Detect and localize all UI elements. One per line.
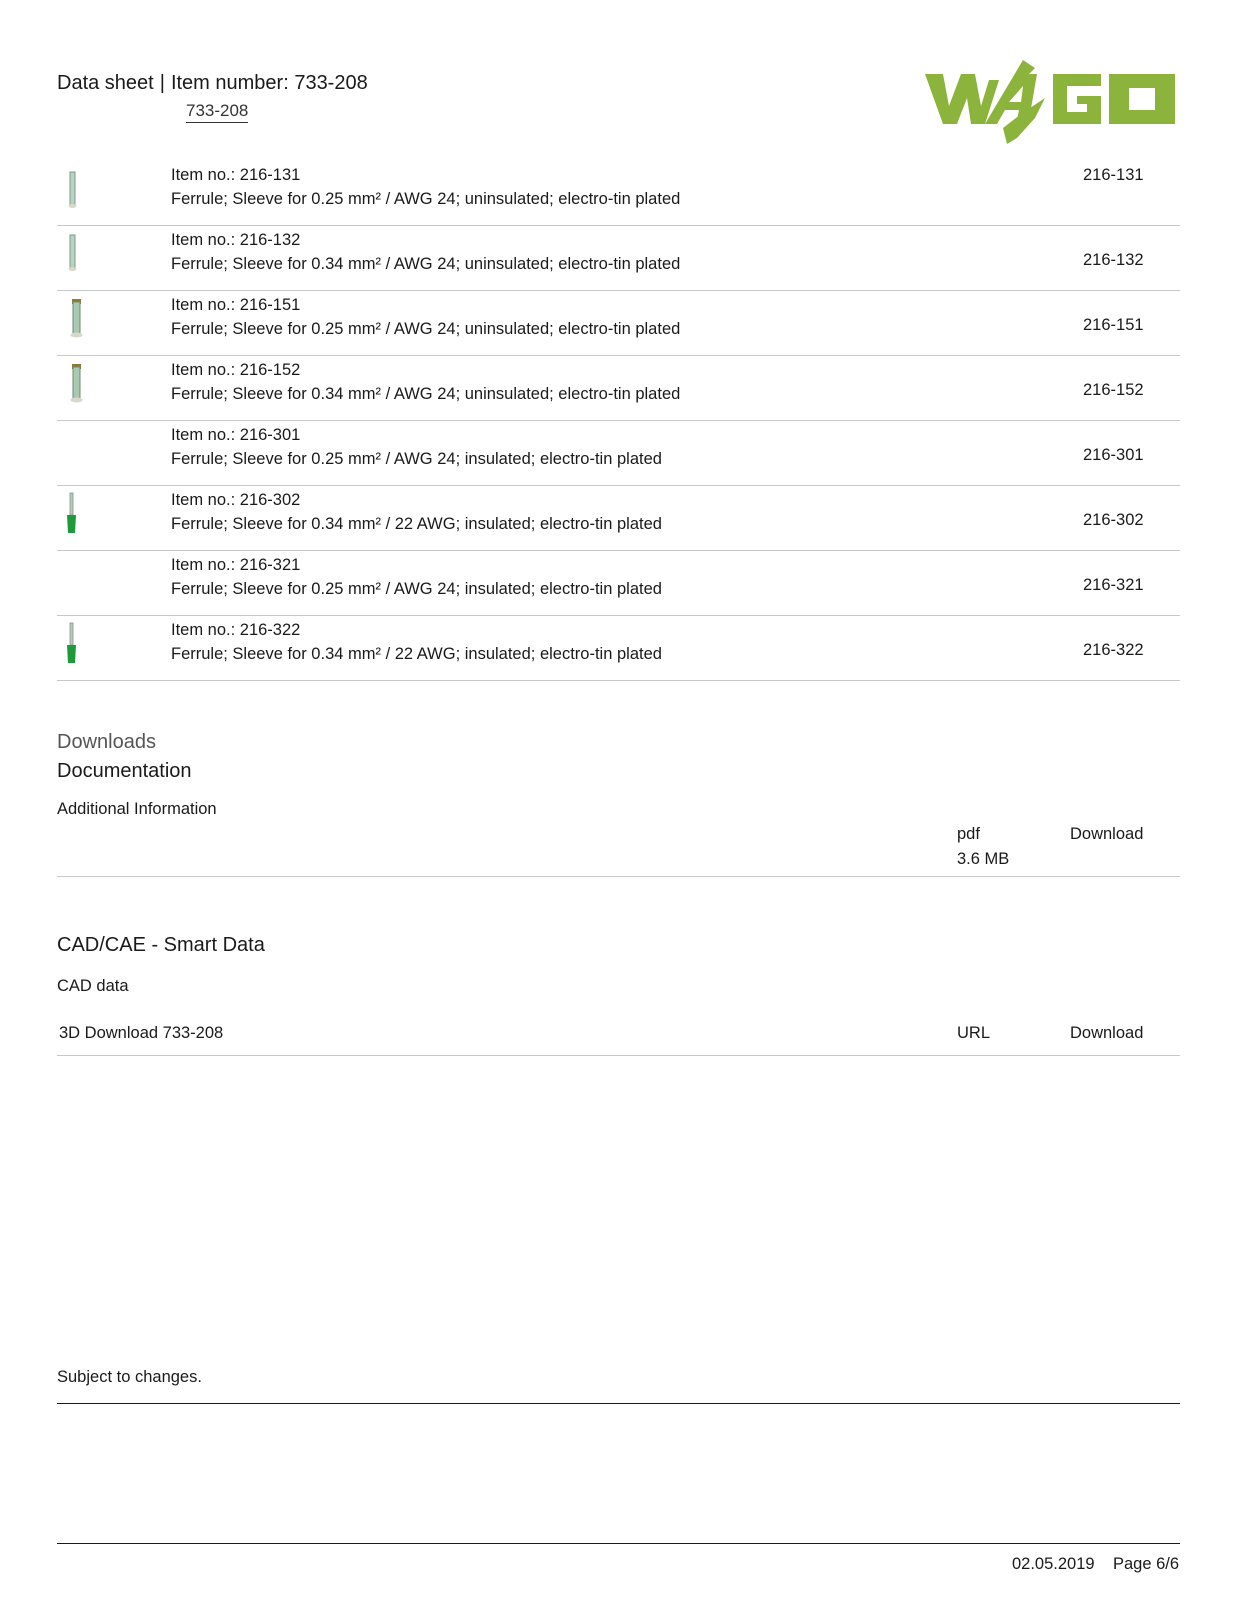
list-item — [57, 290, 1180, 356]
list-item — [57, 160, 1180, 226]
cad-file-type: URL — [957, 1024, 991, 1042]
item-code: 216-321 — [1083, 576, 1144, 594]
item-number: Item no.: 216-132 — [171, 231, 301, 249]
item-code: 216-151 — [1083, 316, 1144, 334]
item-number: Item no.: 216-152 — [171, 361, 301, 379]
item-description: Ferrule; Sleeve for 0.34 mm² / 22 AWG; insulated; electro-tin plated — [171, 515, 662, 533]
list-item — [57, 225, 1180, 291]
cad-file-name: 3D Download 733-208 — [59, 1024, 224, 1042]
item-code: 216-132 — [1083, 251, 1144, 269]
downloads-heading: Downloads — [57, 731, 156, 753]
item-number: Item no.: 216-131 — [171, 166, 301, 184]
divider — [57, 1403, 1180, 1404]
item-code: 216-301 — [1083, 446, 1144, 464]
item-code: 216-322 — [1083, 641, 1144, 659]
additional-info-heading: Additional Information — [57, 800, 217, 818]
list-item — [57, 615, 1180, 681]
item-number: Item no.: 216-321 — [171, 556, 301, 574]
cad-download-link[interactable]: Download — [1070, 1024, 1144, 1042]
footer-date: 02.05.2019 — [1012, 1555, 1095, 1573]
item-description: Ferrule; Sleeve for 0.25 mm² / AWG 24; uninsulated; electro-tin plated — [171, 320, 681, 338]
subject-to-changes: Subject to changes. — [57, 1368, 202, 1386]
ferrule-green-icon — [59, 621, 89, 665]
list-item — [57, 485, 1180, 551]
item-description: Ferrule; Sleeve for 0.25 mm² / AWG 24; insulated; electro-tin plated — [171, 580, 662, 598]
item-code: 216-131 — [1083, 166, 1144, 184]
file-type: pdf — [957, 825, 980, 843]
file-size: 3.6 MB — [957, 850, 1010, 868]
item-number: Item no.: 216-322 — [171, 621, 301, 639]
ferrule-thin-icon — [59, 166, 89, 210]
cad-data-heading: CAD data — [57, 977, 129, 995]
item-number: Item no.: 216-151 — [171, 296, 301, 314]
list-item — [57, 420, 1180, 486]
item-description: Ferrule; Sleeve for 0.34 mm² / AWG 24; uninsulated; electro-tin plated — [171, 385, 681, 403]
item-code: 216-152 — [1083, 381, 1144, 399]
file-row — [57, 822, 1180, 877]
ferrule-wide-icon — [59, 296, 89, 340]
item-description: Ferrule; Sleeve for 0.34 mm² / 22 AWG; insulated; electro-tin plated — [171, 645, 662, 663]
cad-heading: CAD/CAE - Smart Data — [57, 934, 265, 956]
item-description: Ferrule; Sleeve for 0.25 mm² / AWG 24; insulated; electro-tin plated — [171, 450, 662, 468]
item-description: Ferrule; Sleeve for 0.34 mm² / AWG 24; uninsulated; electro-tin plated — [171, 255, 681, 273]
title-left: Data sheet — [57, 72, 154, 94]
title-right: Item number: 733-208 — [170, 72, 368, 94]
divider — [57, 1543, 1180, 1544]
ferrule-thin-icon — [59, 231, 89, 275]
item-number: Item no.: 216-302 — [171, 491, 301, 509]
ferrule-wide-icon — [59, 361, 89, 405]
cad-row — [57, 1012, 1180, 1056]
ferrule-green-icon — [59, 491, 89, 535]
documentation-heading: Documentation — [57, 760, 192, 782]
page-number: Page 6/6 — [1113, 1555, 1180, 1573]
wago-logo — [925, 58, 1179, 144]
item-code: 216-302 — [1083, 511, 1144, 529]
list-item — [57, 355, 1180, 421]
item-description: Ferrule; Sleeve for 0.25 mm² / AWG 24; uninsulated; electro-tin plated — [171, 190, 681, 208]
item-number: Item no.: 216-301 — [171, 426, 301, 444]
title-separator: | — [159, 72, 165, 94]
page-title — [57, 72, 368, 95]
item-number-link[interactable]: 733-208 — [186, 101, 248, 123]
pdf-download-link[interactable]: Download — [1070, 825, 1144, 843]
list-item — [57, 550, 1180, 616]
